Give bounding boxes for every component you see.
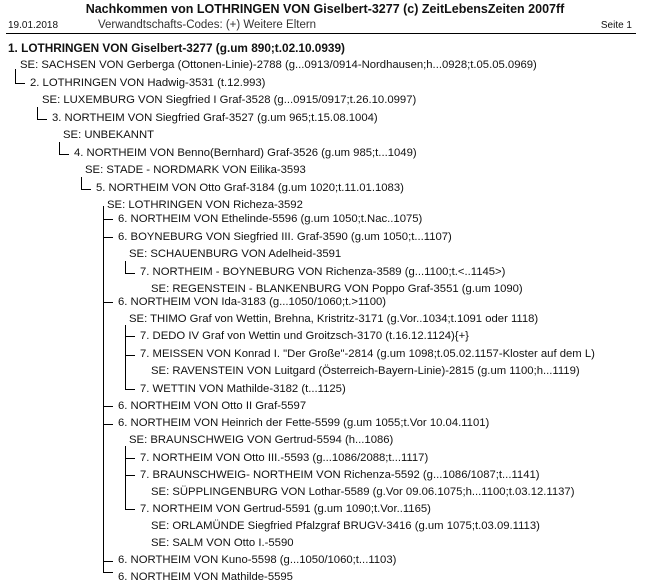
tree-connector — [103, 424, 113, 425]
person-entry: 5. NORTHEIM VON Otto Graf-3184 (g.um 1020;t.11.01.1083) — [96, 182, 404, 194]
person-entry: 6. NORTHEIM VON Mathilde-5595 — [118, 571, 293, 583]
person-entry: 6. BOYNEBURG VON Siegfried III. Graf-3590 (g.um 1050;t...1107) — [118, 231, 452, 243]
person-entry: 7. NORTHEIM VON Gertrud-5591 (g.um 1090;t.Vor..1165) — [140, 503, 431, 515]
person-entry: 6. NORTHEIM VON Ida-3183 (g...1050/1060;t.>1100) — [118, 296, 387, 308]
person-entry: 7. NORTHEIM - BOYNEBURG VON Richenza-3589 (g...1100;t.<..1145>) — [140, 266, 506, 278]
spouse-entry: SE: THIMO Graf von Wettin, Brehna, Kristritz-3171 (g.Vor..1034;t.1091 oder 1118) — [129, 313, 539, 325]
header-rule — [6, 33, 636, 34]
spouse-entry: SE: SÜPPLINGENBURG VON Lothar-5589 (g.Vor 09.06.1075;h...1100;t.03.12.1137) — [151, 486, 575, 498]
tree-connector — [125, 273, 135, 274]
tree-connector — [103, 572, 113, 573]
spouse-entry: SE: BRAUNSCHWEIG VON Gertrud-5594 (h...1086) — [129, 434, 394, 446]
spouse-entry: SE: SACHSEN VON Gerberga (Ottonen-Linie)-2788 (g...0913/0914-Nordhausen;h...0928;t.05.05.0969) — [20, 59, 537, 71]
person-entry: 7. MEISSEN VON Konrad I. "Der Große"-2814 (g.um 1098;t.05.02.1157-Kloster auf dem L) — [140, 348, 595, 360]
tree-connector — [59, 154, 69, 155]
tree-connector — [15, 69, 16, 83]
person-entry: 6. NORTHEIM VON Kuno-5598 (g...1050/1060;t...1103) — [118, 554, 397, 566]
person-entry: 6. NORTHEIM VON Ethelinde-5596 (g.um 1050;t.Nac..1075) — [118, 213, 423, 225]
tree-connector — [125, 261, 126, 273]
person-entry: 4. NORTHEIM VON Benno(Bernhard) Graf-3526 (g.um 985;t...1049) — [74, 147, 417, 159]
tree-connector — [103, 219, 113, 220]
tree-connector — [103, 302, 113, 303]
print-date: 19.01.2018 — [8, 20, 59, 31]
tree-connector — [125, 389, 135, 390]
page-number: Seite 1 — [600, 20, 632, 31]
tree-connector — [103, 237, 113, 238]
tree-connector — [125, 355, 135, 356]
tree-connector — [125, 336, 135, 337]
person-entry: 7. DEDO IV Graf von Wettin und Groitzsch-3170 (t.16.12.1124){+} — [140, 330, 469, 342]
tree-connector — [81, 177, 82, 189]
person-entry: 2. LOTHRINGEN VON Hadwig-3531 (t.12.993) — [30, 77, 266, 89]
spouse-entry: SE: STADE - NORDMARK VON Eilika-3593 — [85, 164, 306, 176]
tree-connector — [125, 509, 135, 510]
person-entry: 7. WETTIN VON Mathilde-3182 (t...1125) — [140, 383, 346, 395]
person-entry: 7. BRAUNSCHWEIG- NORTHEIM VON Richenza-5592 (g...1086/1087;t...1141) — [140, 469, 540, 481]
person-entry: 6. NORTHEIM VON Otto II Graf-5597 — [118, 400, 307, 412]
tree-connector — [103, 406, 113, 407]
person-entry: 3. NORTHEIM VON Siegfried Graf-3527 (g.um 965;t.15.08.1004) — [52, 112, 378, 124]
tree-connector — [37, 107, 38, 119]
person-entry: 7. NORTHEIM VON Otto III.-5593 (g...1086/2088;t...1117) — [140, 452, 429, 464]
report-title: Nachkommen von LOTHRINGEN VON Giselbert-3277 (c) ZeitLebensZeiten 2007ff — [85, 2, 565, 16]
person-entry-root: 1. LOTHRINGEN VON Giselbert-3277 (g.um 890;t.02.10.0939) — [8, 41, 345, 55]
tree-connector — [125, 458, 135, 459]
tree-connector — [103, 206, 104, 572]
tree-connector — [37, 119, 47, 120]
spouse-entry: SE: REGENSTEIN - BLANKENBURG VON Poppo Graf-3551 (g.um 1090) — [151, 283, 523, 295]
tree-connector — [81, 189, 91, 190]
tree-connector — [125, 475, 135, 476]
tree-connector — [15, 83, 25, 84]
spouse-entry: SE: LOTHRINGEN VON Richeza-3592 — [107, 199, 303, 211]
tree-connector — [125, 325, 126, 389]
tree-connector — [59, 142, 60, 154]
spouse-entry: SE: SALM VON Otto I.-5590 — [151, 537, 294, 549]
person-entry: 6. NORTHEIM VON Heinrich der Fette-5599 (g.um 1055;t.Vor 10.04.1101) — [118, 417, 490, 429]
spouse-entry: SE: LUXEMBURG VON Siegfried I Graf-3528 (g...0915/0917;t.26.10.0997) — [42, 94, 417, 106]
spouse-entry: SE: ORLAMÜNDE Siegfried Pfalzgraf BRUGV-3416 (g.um 1075;t.03.09.1113) — [151, 520, 540, 532]
tree-connector — [103, 561, 113, 562]
spouse-entry: SE: RAVENSTEIN VON Luitgard (Österreich-Bayern-Linie)-2815 (g.um 1100;h...1119) — [151, 365, 580, 377]
tree-connector — [125, 446, 126, 509]
spouse-entry: SE: UNBEKANNT — [63, 129, 155, 141]
spouse-entry: SE: SCHAUENBURG VON Adelheid-3591 — [129, 248, 342, 260]
relation-codes-legend: Verwandtschafts-Codes: (+) Weitere Eltern — [98, 19, 317, 31]
